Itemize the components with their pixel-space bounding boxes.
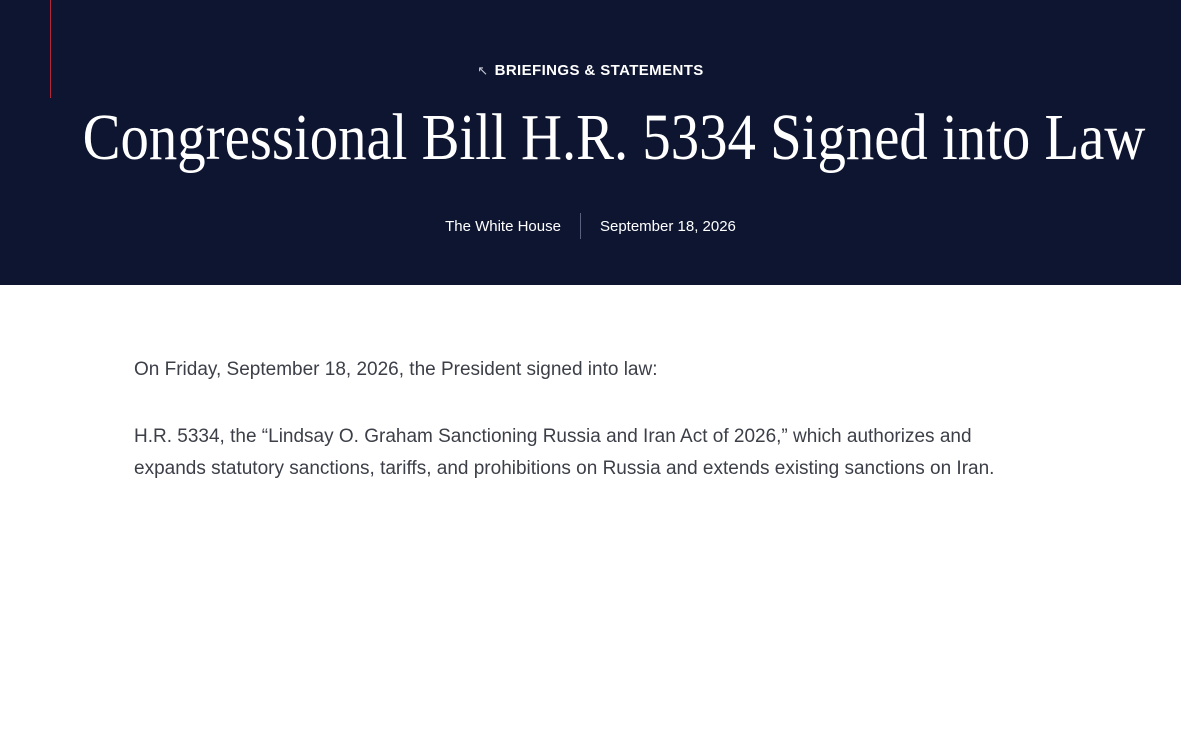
category-label: BRIEFINGS & STATEMENTS: [494, 62, 704, 79]
category-link[interactable]: [0, 62, 1181, 79]
arrow-up-left-icon: ↖: [477, 63, 489, 78]
article-meta: [0, 212, 1181, 240]
page-title: Congressional Bill H.R. 5334 Signed into Law: [82, 101, 1146, 174]
author-name: The White House: [445, 217, 561, 235]
accent-line: [50, 0, 51, 98]
article-paragraph: H.R. 5334, the “Lindsay O. Graham Sanctioning Russia and Iran Act of 2026,” which authorizes and expands statutory sanctions, tariffs, and prohibitions on Russia and extends existing sanctions on Iran.: [134, 426, 995, 479]
article-paragraph: On Friday, September 18, 2026, the President signed into law:: [134, 359, 658, 380]
article-header: [0, 0, 1181, 285]
article-body: [0, 285, 1181, 744]
publish-date: September 18, 2026: [599, 217, 736, 235]
